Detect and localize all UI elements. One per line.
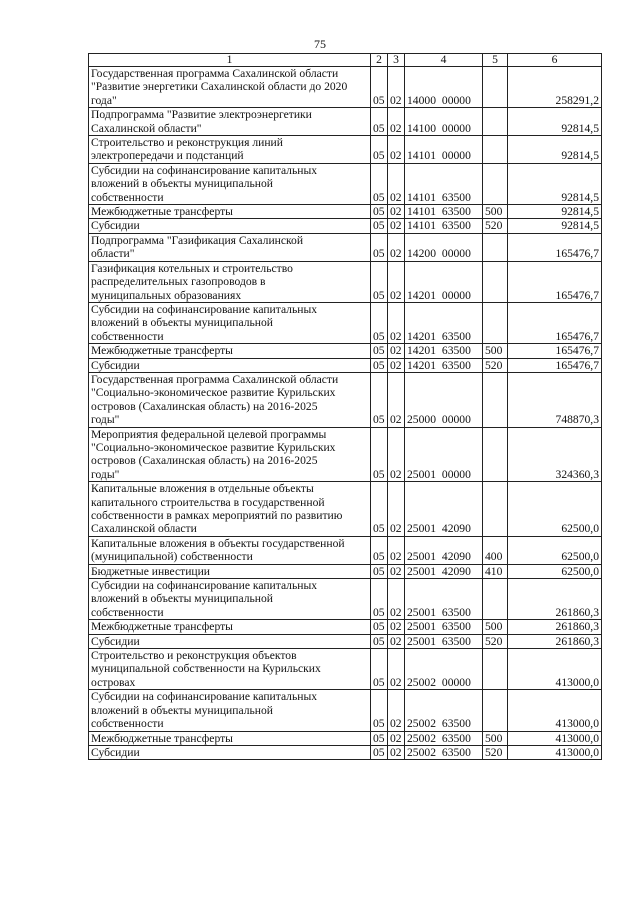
section-code-cell: 05 <box>371 136 388 164</box>
table-row <box>89 649 602 690</box>
program-code: 25000 <box>407 413 436 427</box>
item-name-cell: Субсидии на софинансирование капитальных вложений в объекты муниципальной собственности <box>89 302 371 343</box>
subsection-code-cell: 02 <box>388 219 405 233</box>
direction-code: 63500 <box>441 205 471 219</box>
amount-cell: 261860,3 <box>508 579 602 620</box>
expense-type-cell <box>483 67 508 108</box>
subsection-code-cell: 02 <box>388 205 405 219</box>
target-code-cell <box>405 620 483 634</box>
expense-type-cell: 520 <box>483 745 508 759</box>
target-code-cell <box>405 536 483 564</box>
table-row <box>89 372 602 427</box>
program-code: 25001 <box>407 550 436 564</box>
subsection-code-cell: 02 <box>388 427 405 482</box>
item-name-cell: Бюджетные инвестиции <box>89 564 371 578</box>
expense-type-cell: 500 <box>483 731 508 745</box>
header-row <box>89 54 602 67</box>
table-row <box>89 136 602 164</box>
program-code: 14100 <box>407 121 436 135</box>
item-name-cell: Субсидии на софинансирование капитальных вложений в объекты муниципальной собственности <box>89 579 371 620</box>
subsection-code-cell: 02 <box>388 564 405 578</box>
expense-type-cell <box>483 136 508 164</box>
amount-cell: 413000,0 <box>508 649 602 690</box>
amount-cell: 92814,5 <box>508 205 602 219</box>
table-row <box>89 745 602 759</box>
expense-type-cell <box>483 261 508 302</box>
item-name-cell: Подпрограмма "Газификация Сахалинской области" <box>89 233 371 261</box>
program-code: 14101 <box>407 205 436 219</box>
expense-type-cell <box>483 372 508 427</box>
expense-type-cell <box>483 482 508 537</box>
item-name-cell: Газификация котельных и строительство распределительных газопроводов в муниципальных образованиях <box>89 261 371 302</box>
program-code: 25001 <box>407 522 436 536</box>
target-code-cell <box>405 219 483 233</box>
section-code-cell: 05 <box>371 536 388 564</box>
section-code-cell: 05 <box>371 482 388 537</box>
amount-cell: 413000,0 <box>508 745 602 759</box>
subsection-code-cell: 02 <box>388 302 405 343</box>
program-code: 25002 <box>407 745 436 759</box>
section-code-cell: 05 <box>371 372 388 427</box>
amount-cell: 165476,7 <box>508 233 602 261</box>
section-code-cell: 05 <box>371 219 388 233</box>
subsection-code-cell: 02 <box>388 620 405 634</box>
item-name-cell: Субсидии <box>89 634 371 648</box>
target-code-cell <box>405 731 483 745</box>
item-name-cell: Межбюджетные трансферты <box>89 620 371 634</box>
program-code: 25001 <box>407 620 436 634</box>
target-code-cell <box>405 163 483 204</box>
target-code-cell <box>405 690 483 731</box>
direction-code: 42090 <box>441 564 471 578</box>
item-name-cell: Государственная программа Сахалинской области "Развитие энергетики Сахалинской области до 2020 года" <box>89 67 371 108</box>
section-code-cell: 05 <box>371 261 388 302</box>
direction-code: 63500 <box>441 329 471 343</box>
amount-cell: 324360,3 <box>508 427 602 482</box>
table-row <box>89 344 602 358</box>
item-name-cell: Субсидии на софинансирование капитальных вложений в объекты муниципальной собственности <box>89 690 371 731</box>
amount-cell: 92814,5 <box>508 108 602 136</box>
section-code-cell: 05 <box>371 302 388 343</box>
expense-type-cell: 400 <box>483 536 508 564</box>
target-code-cell <box>405 136 483 164</box>
expense-type-cell <box>483 233 508 261</box>
item-name-cell: Межбюджетные трансферты <box>89 731 371 745</box>
program-code: 14101 <box>407 219 436 233</box>
table-row <box>89 108 602 136</box>
item-name-cell: Государственная программа Сахалинской области "Социально-экономическое развитие Курильских островов (Сахалинская область) на 2016-2025 годы" <box>89 372 371 427</box>
program-code: 25002 <box>407 675 436 689</box>
subsection-code-cell: 02 <box>388 731 405 745</box>
direction-code: 63500 <box>441 344 471 358</box>
direction-code: 00000 <box>441 288 471 302</box>
subsection-code-cell: 02 <box>388 536 405 564</box>
subsection-code-cell: 02 <box>388 745 405 759</box>
expense-type-cell: 520 <box>483 634 508 648</box>
direction-code: 42090 <box>441 522 471 536</box>
direction-code: 00000 <box>441 413 471 427</box>
program-code: 25001 <box>407 564 436 578</box>
direction-code: 63500 <box>441 731 471 745</box>
direction-code: 00000 <box>441 247 471 261</box>
section-code-cell: 05 <box>371 163 388 204</box>
subsection-code-cell: 02 <box>388 344 405 358</box>
program-code: 14101 <box>407 190 436 204</box>
section-code-cell: 05 <box>371 233 388 261</box>
section-code-cell: 05 <box>371 731 388 745</box>
table-row <box>89 634 602 648</box>
table-row <box>89 564 602 578</box>
column-header: 2 <box>371 54 388 67</box>
column-header: 6 <box>508 54 602 67</box>
program-code: 14201 <box>407 288 436 302</box>
table-row <box>89 302 602 343</box>
subsection-code-cell: 02 <box>388 649 405 690</box>
expense-type-cell: 500 <box>483 620 508 634</box>
table-row <box>89 163 602 204</box>
direction-code: 00000 <box>441 467 471 481</box>
item-name-cell: Межбюджетные трансферты <box>89 344 371 358</box>
subsection-code-cell: 02 <box>388 579 405 620</box>
table-row <box>89 579 602 620</box>
table-row <box>89 620 602 634</box>
table-row <box>89 219 602 233</box>
section-code-cell: 05 <box>371 579 388 620</box>
subsection-code-cell: 02 <box>388 163 405 204</box>
program-code: 25001 <box>407 634 436 648</box>
subsection-code-cell: 02 <box>388 67 405 108</box>
target-code-cell <box>405 358 483 372</box>
direction-code: 63500 <box>441 717 471 731</box>
table-row <box>89 536 602 564</box>
section-code-cell: 05 <box>371 649 388 690</box>
subsection-code-cell: 02 <box>388 136 405 164</box>
amount-cell: 261860,3 <box>508 634 602 648</box>
table-row <box>89 482 602 537</box>
section-code-cell: 05 <box>371 67 388 108</box>
amount-cell: 258291,2 <box>508 67 602 108</box>
direction-code: 63500 <box>441 358 471 372</box>
column-header: 4 <box>405 54 483 67</box>
direction-code: 42090 <box>441 550 471 564</box>
section-code-cell: 05 <box>371 344 388 358</box>
program-code: 14201 <box>407 329 436 343</box>
page-number: 75 <box>314 37 326 51</box>
table-row <box>89 427 602 482</box>
item-name-cell: Субсидии на софинансирование капитальных вложений в объекты муниципальной собственности <box>89 163 371 204</box>
direction-code: 00000 <box>441 121 471 135</box>
direction-code: 63500 <box>441 620 471 634</box>
program-code: 25002 <box>407 731 436 745</box>
amount-cell: 261860,3 <box>508 620 602 634</box>
table-row <box>89 690 602 731</box>
item-name-cell: Мероприятия федеральной целевой программы "Социально-экономическое развитие Курильских островов (Сахалинская область) на 2016-2025 годы" <box>89 427 371 482</box>
amount-cell: 62500,0 <box>508 536 602 564</box>
direction-code: 63500 <box>441 190 471 204</box>
direction-code: 00000 <box>441 675 471 689</box>
subsection-code-cell: 02 <box>388 358 405 372</box>
target-code-cell <box>405 745 483 759</box>
expense-type-cell <box>483 427 508 482</box>
target-code-cell <box>405 564 483 578</box>
table-row <box>89 205 602 219</box>
direction-code: 00000 <box>441 149 471 163</box>
table-row <box>89 233 602 261</box>
item-name-cell: Межбюджетные трансферты <box>89 205 371 219</box>
item-name-cell: Строительство и реконструкция объектов муниципальной собственности на Курильских островах <box>89 649 371 690</box>
program-code: 14000 <box>407 93 436 107</box>
direction-code: 00000 <box>441 93 471 107</box>
amount-cell: 748870,3 <box>508 372 602 427</box>
expense-type-cell <box>483 690 508 731</box>
target-code-cell <box>405 579 483 620</box>
subsection-code-cell: 02 <box>388 233 405 261</box>
section-code-cell: 05 <box>371 427 388 482</box>
target-code-cell <box>405 261 483 302</box>
amount-cell: 165476,7 <box>508 261 602 302</box>
expense-type-cell: 520 <box>483 358 508 372</box>
target-code-cell <box>405 649 483 690</box>
section-code-cell: 05 <box>371 690 388 731</box>
table-row <box>89 67 602 108</box>
expense-type-cell <box>483 649 508 690</box>
amount-cell: 62500,0 <box>508 482 602 537</box>
amount-cell: 165476,7 <box>508 358 602 372</box>
item-name-cell: Субсидии <box>89 219 371 233</box>
target-code-cell <box>405 108 483 136</box>
amount-cell: 62500,0 <box>508 564 602 578</box>
amount-cell: 165476,7 <box>508 344 602 358</box>
subsection-code-cell: 02 <box>388 482 405 537</box>
expense-type-cell <box>483 579 508 620</box>
target-code-cell <box>405 302 483 343</box>
direction-code: 63500 <box>441 745 471 759</box>
target-code-cell <box>405 372 483 427</box>
table-row <box>89 731 602 745</box>
budget-table <box>88 53 602 760</box>
section-code-cell: 05 <box>371 564 388 578</box>
table-row <box>89 358 602 372</box>
expense-type-cell <box>483 108 508 136</box>
target-code-cell <box>405 634 483 648</box>
direction-code: 63500 <box>441 605 471 619</box>
direction-code: 63500 <box>441 634 471 648</box>
column-header: 1 <box>89 54 371 67</box>
expense-type-cell: 520 <box>483 219 508 233</box>
amount-cell: 92814,5 <box>508 136 602 164</box>
table-row <box>89 261 602 302</box>
program-code: 25002 <box>407 717 436 731</box>
section-code-cell: 05 <box>371 108 388 136</box>
section-code-cell: 05 <box>371 634 388 648</box>
expense-type-cell: 500 <box>483 344 508 358</box>
column-header: 5 <box>483 54 508 67</box>
target-code-cell <box>405 205 483 219</box>
item-name-cell: Подпрограмма "Развитие электроэнергетики Сахалинской области" <box>89 108 371 136</box>
program-code: 14101 <box>407 149 436 163</box>
amount-cell: 92814,5 <box>508 219 602 233</box>
section-code-cell: 05 <box>371 205 388 219</box>
program-code: 14201 <box>407 358 436 372</box>
target-code-cell <box>405 233 483 261</box>
target-code-cell <box>405 344 483 358</box>
item-name-cell: Строительство и реконструкция линий электропередачи и подстанций <box>89 136 371 164</box>
expense-type-cell: 410 <box>483 564 508 578</box>
section-code-cell: 05 <box>371 620 388 634</box>
column-header: 3 <box>388 54 405 67</box>
item-name-cell: Капитальные вложения в объекты государственной (муниципальной) собственности <box>89 536 371 564</box>
subsection-code-cell: 02 <box>388 108 405 136</box>
expense-type-cell <box>483 302 508 343</box>
amount-cell: 413000,0 <box>508 690 602 731</box>
subsection-code-cell: 02 <box>388 372 405 427</box>
target-code-cell <box>405 427 483 482</box>
section-code-cell: 05 <box>371 745 388 759</box>
program-code: 14200 <box>407 247 436 261</box>
direction-code: 63500 <box>441 219 471 233</box>
program-code: 14201 <box>407 344 436 358</box>
subsection-code-cell: 02 <box>388 261 405 302</box>
expense-type-cell <box>483 163 508 204</box>
item-name-cell: Капитальные вложения в отдельные объекты капитального строительства в государственной собственности в рамках мероприятий по развитию Сахалинской области <box>89 482 371 537</box>
item-name-cell: Субсидии <box>89 358 371 372</box>
item-name-cell: Субсидии <box>89 745 371 759</box>
program-code: 25001 <box>407 605 436 619</box>
subsection-code-cell: 02 <box>388 690 405 731</box>
amount-cell: 413000,0 <box>508 731 602 745</box>
target-code-cell <box>405 482 483 537</box>
program-code: 25001 <box>407 467 436 481</box>
expense-type-cell: 500 <box>483 205 508 219</box>
amount-cell: 92814,5 <box>508 163 602 204</box>
target-code-cell <box>405 67 483 108</box>
amount-cell: 165476,7 <box>508 302 602 343</box>
section-code-cell: 05 <box>371 358 388 372</box>
subsection-code-cell: 02 <box>388 634 405 648</box>
